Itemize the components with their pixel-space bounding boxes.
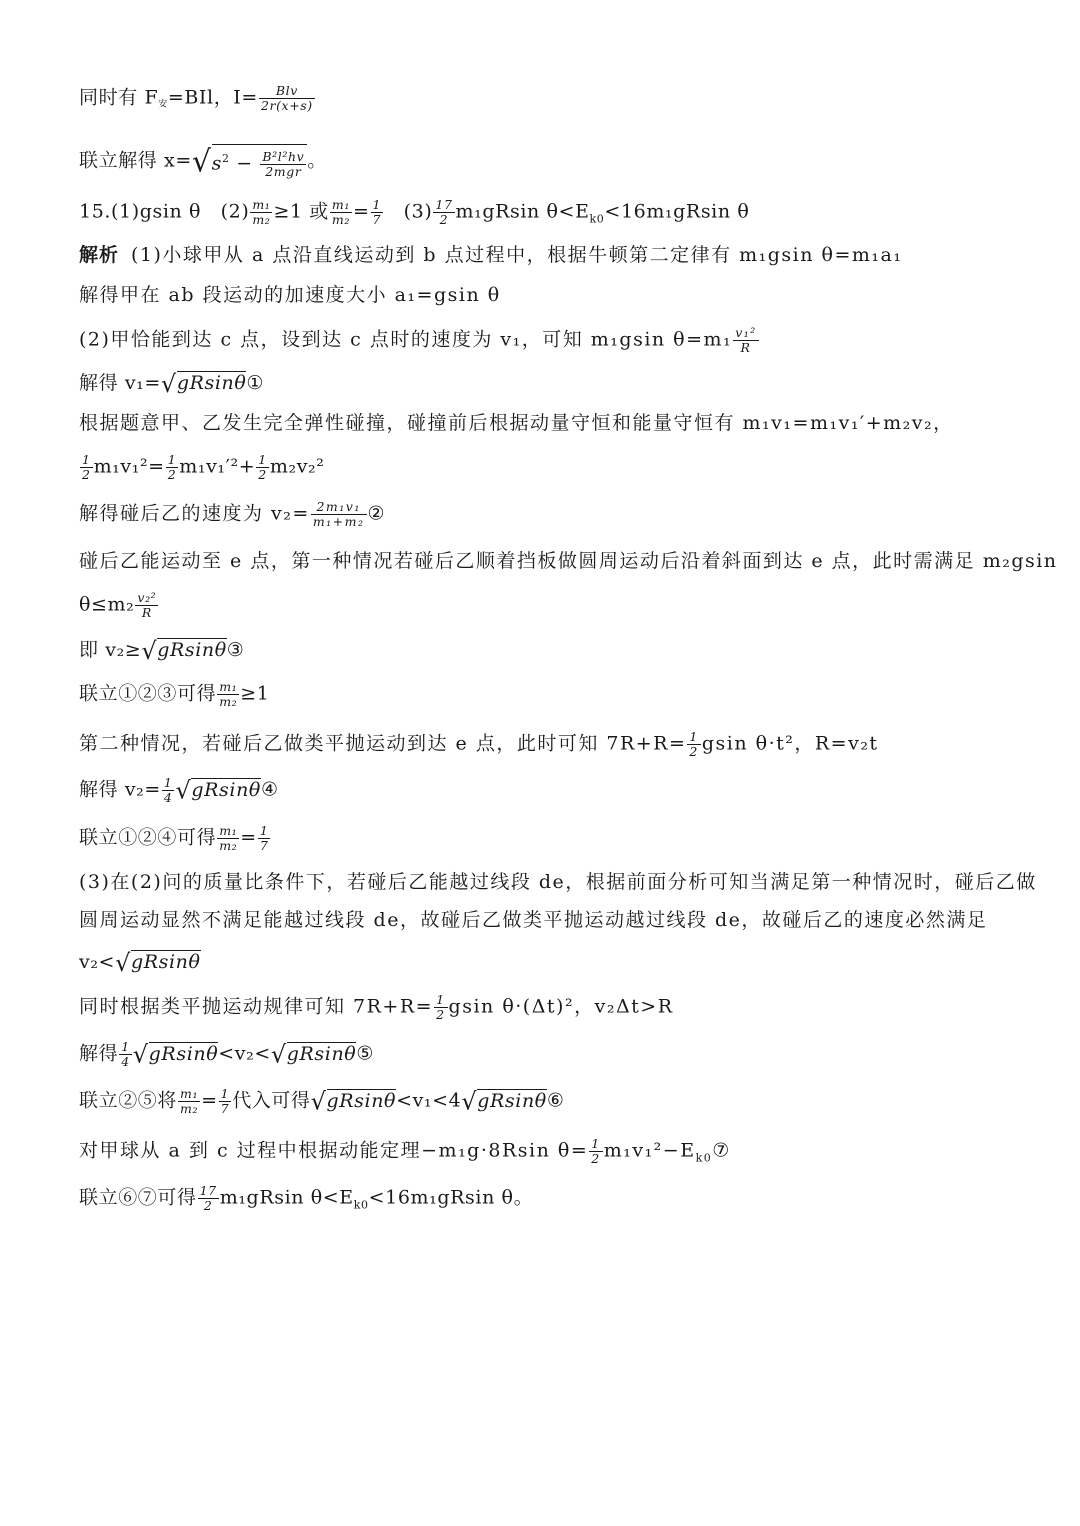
analysis-line-10: 即 v₂≥√gRsinθ③	[79, 637, 245, 665]
analysis-label: 解析	[79, 244, 120, 266]
analysis-line-4: 解得 v₁=√gRsinθ①	[79, 370, 265, 398]
analysis-line-5: 根据题意甲、乙发生完全弹性碰撞，碰撞前后根据动量守恒和能量守恒有 m₁v₁=m₁v₁′+m₂v₂，	[79, 412, 954, 434]
analysis-line-16: 圆周运动显然不满足能越过线段 de，故碰后乙做类平抛运动越过线段 de，故碰后乙的速度必然满足	[79, 909, 988, 931]
analysis-line-8: 碰后乙能运动至 e 点，第一种情况若碰后乙顺着挡板做圆周运动后沿着斜面到达 e 点，此时需满足 m₂gsin	[79, 550, 1058, 572]
analysis-line-18: 同时根据类平抛运动规律可知 7R+R= $\frac{1}{2}$ gsin θ·(Δt)²，v₂Δt>R	[79, 992, 674, 1022]
fraction: Blv 2r(x+s)	[260, 83, 313, 113]
analysis-line-6: $\frac{1}{2}$ m₁v₁²= $\frac{1}{2}$ m₁v₁′²+ $\frac{1}{2}$ m₂v₂²	[82, 452, 325, 482]
analysis-line-9: θ≤m₂ $\frac{\text{v₂²}}{R}$	[79, 590, 157, 620]
analysis-line-3: (2)甲恰能到达 c 点，设到达 c 点时的速度为 v₁，可知 m₁gsin θ=m₁ $\frac{\text{v₁²}}{R}$	[79, 325, 757, 355]
analysis-line-13: 解得 v₂= $\frac{1}{4}$ √gRsinθ④	[79, 775, 279, 805]
analysis-line-12: 第二种情况，若碰后乙做类平抛运动到达 e 点，此时可知 7R+R= $\frac{1}{2}$ gsin θ·t²，R=v₂t	[79, 729, 879, 759]
analysis-line-17: v₂<√gRsinθ	[79, 949, 201, 977]
fraction: B²l²hv 2mgr	[262, 148, 305, 179]
analysis-line-7: 解得碰后乙的速度为 v₂= $\frac{\text{2m₁v₁}}{\text{m₁+m₂}}$ ②	[79, 499, 387, 529]
analysis-line-15: (3)在(2)问的质量比条件下，若碰后乙能越过线段 de，根据前面分析可知当满足第一种情况时，碰后乙做	[79, 871, 1037, 893]
answer-line-15: 15.(1)gsin θ (2) $\frac{\text{m₁}}{\text{m₂}}$ ≥1 或 $\frac{\text{m₁}}{\text{m₂}}$ = $\frac{1}{7}$ (3) $\frac{17}{2}$ m₁gRsin $\theta<E_{k0}<16m_1gRsin$ θ	[79, 197, 750, 227]
analysis-line-19: 解得 $\frac{1}{4}$ √gRsinθ<v₂<√gRsinθ⑤	[79, 1039, 374, 1069]
analysis-line-11: 联立①②③可得 $\frac{\text{m₁}}{\text{m₂}}$ ≥1	[79, 679, 270, 709]
equation-line-2: 联立解得 $x=√s^2$ − B²l²hv 2mgr 。	[79, 144, 327, 180]
text: 联立解得 x=	[79, 149, 192, 172]
analysis-line-2: 解得甲在 ab 段运动的加速度大小 a₁=gsin θ	[79, 284, 501, 306]
text: =BIl，I=	[167, 86, 258, 109]
analysis-line-22: 联立⑥⑦可得 $\frac{17}{2}$ m₁gRsin $\theta<E_{k0}<16m_1gRsin$ θ。	[79, 1183, 534, 1213]
analysis-line-1: 解析 (1)小球甲从 a 点沿直线运动到 b 点过程中，根据牛顿第二定律有 m₁gsin θ=m₁a₁	[79, 244, 903, 266]
analysis-line-14: 联立①②④可得 $\frac{\text{m₁}}{\text{m₂}}$ = $\frac{1}{7}$	[79, 823, 269, 853]
equation-line-1: 同时有 F安=BIl，I= Blv 2r(x+s)	[79, 83, 313, 113]
analysis-line-20: 联立②⑤将 $\frac{\text{m₁}}{\text{m₂}}$ = $\frac{1}{7}$ 代入可得√gRsinθ<v₁<4√gRsinθ⑥	[79, 1086, 565, 1116]
analysis-line-21: 对甲球从 a 到 c 过程中根据动能定理−m₁g·8Rsin θ= $\frac{1}{2}$ $m_1v_1^2-E_{k0}⑦$	[79, 1136, 731, 1166]
text: 同时有 F	[79, 86, 159, 109]
